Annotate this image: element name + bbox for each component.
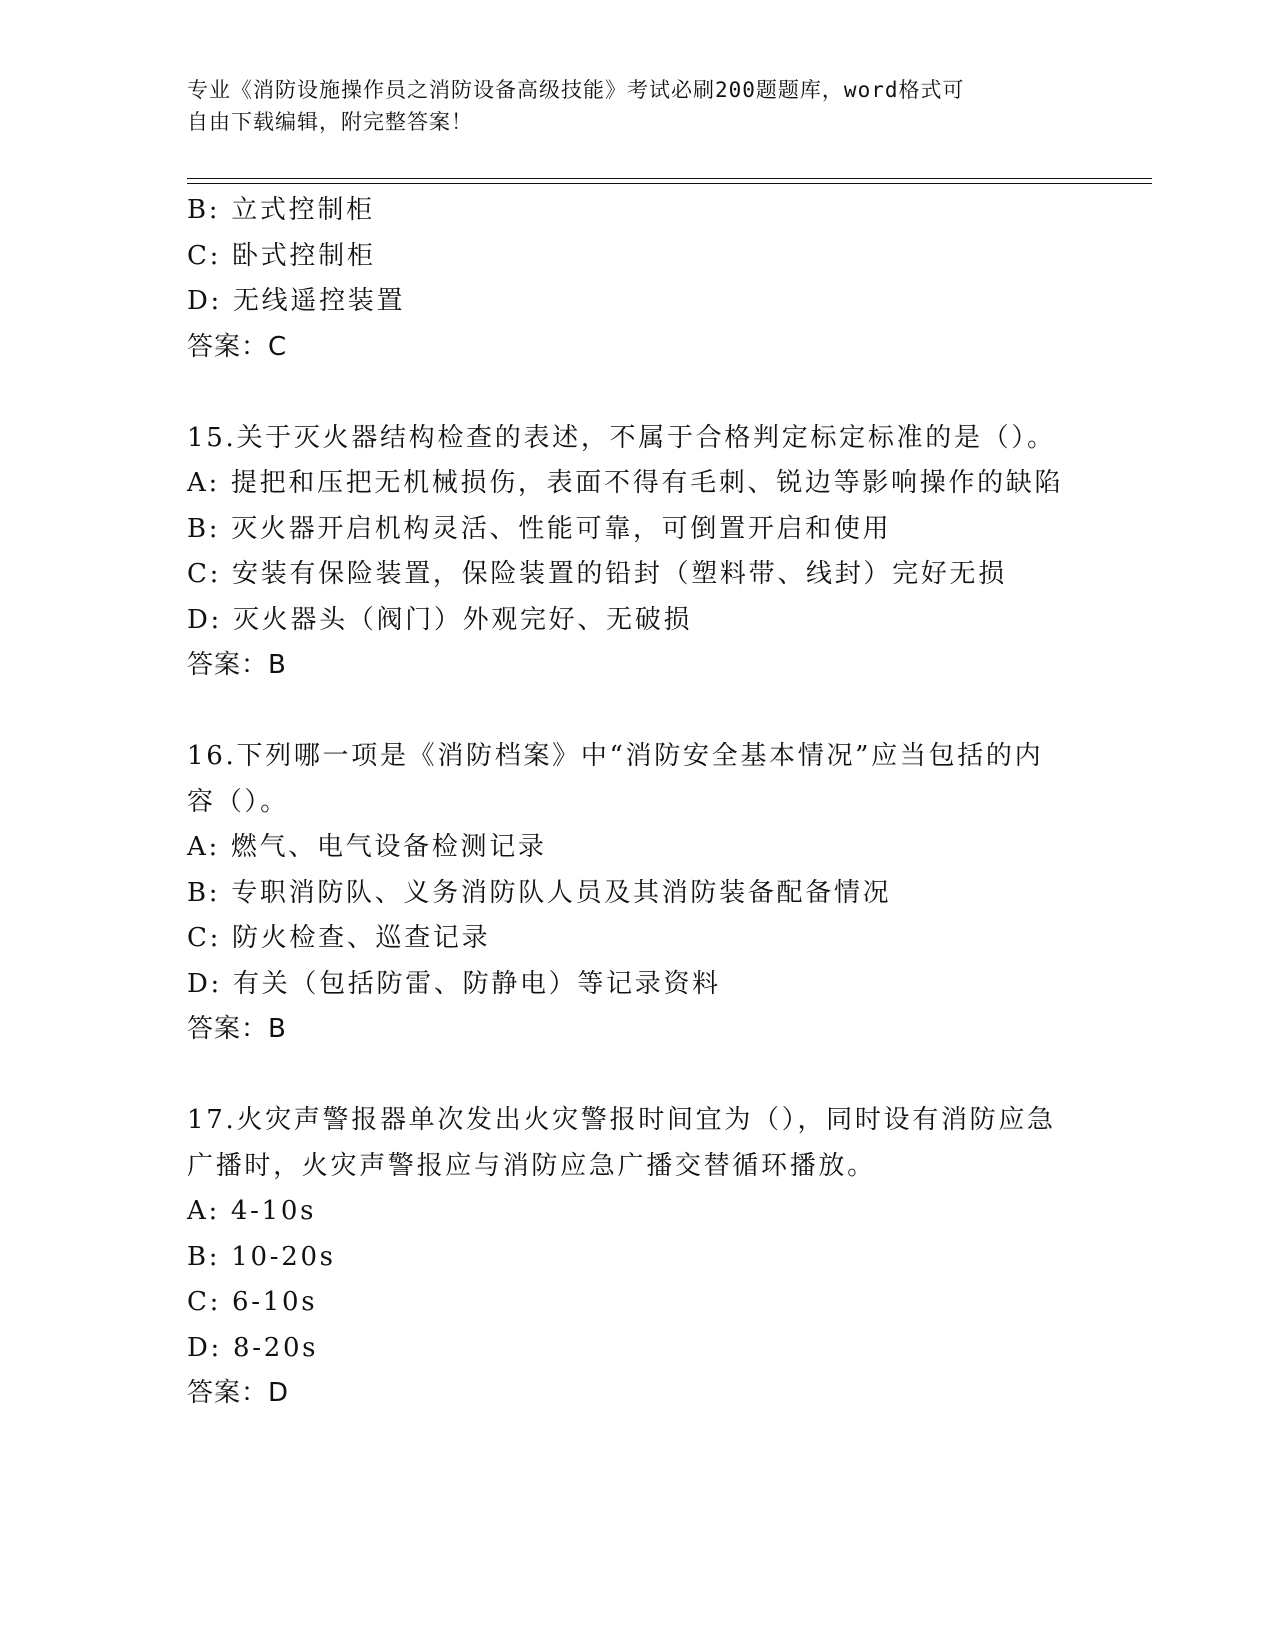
document-header <box>187 74 1067 138</box>
question-stem: 容（）。 <box>187 786 289 817</box>
question-list <box>187 188 1147 1417</box>
option-text: B: 专职消防队、义务消防队人员及其消防装备配备情况 <box>187 877 892 908</box>
option-text: D: 有关（包括防雷、防静电）等记录资料 <box>187 968 721 999</box>
option-text: B: 立式控制柜 <box>187 195 375 225</box>
question-stem: 广播时，火灾声警报应与消防应急广播交替循环播放。 <box>187 1150 876 1181</box>
answer-text: 答案：B <box>187 650 287 680</box>
option-text: D: 灭火器头（阀门）外观完好、无破损 <box>187 604 693 635</box>
option-text: D: 无线遥控装置 <box>187 286 406 316</box>
option-text: C: 安装有保险装置，保险装置的铅封（塑料带、线封）完好无损 <box>187 559 1007 589</box>
option-text: A: 提把和压把无机械损伤，表面不得有毛刺、锐边等影响操作的缺陷 <box>187 468 1064 498</box>
option-text: C: 卧式控制柜 <box>187 240 376 271</box>
question-block <box>187 416 1147 689</box>
question-stem: 17.火灾声警报器单次发出火灾警报时间宜为（），同时设有消防应急 <box>187 1105 1056 1135</box>
header-line-2: 自由下载编辑，附完整答案！ <box>187 110 473 134</box>
question-block <box>187 1098 1147 1417</box>
option-text: B: 10-20s <box>187 1241 336 1272</box>
question-stem: 15.关于灭火器结构检查的表述，不属于合格判定标定标准的是（）。 <box>187 422 1056 453</box>
question-block <box>187 734 1147 1053</box>
header-line-1: 专业《消防设施操作员之消防设备高级技能》考试必刷200题题库，word格式可 <box>187 78 965 102</box>
option-text: A: 4-10s <box>187 1196 317 1226</box>
question-stem: 16.下列哪一项是《消防档案》中“消防安全基本情况”应当包括的内 <box>187 741 1044 771</box>
answer-text: 答案：D <box>187 1378 290 1408</box>
option-text: A: 燃气、电气设备检测记录 <box>187 832 547 862</box>
option-text: C: 防火检查、巡查记录 <box>187 923 491 953</box>
header-divider-top <box>187 178 1152 179</box>
header-divider-bottom <box>187 183 1152 184</box>
option-text: B: 灭火器开启机构灵活、性能可靠，可倒置开启和使用 <box>187 513 892 544</box>
answer-text: 答案：C <box>187 331 288 362</box>
question-block <box>187 188 1147 370</box>
option-text: C: 6-10s <box>187 1287 318 1317</box>
answer-text: 答案：B <box>187 1014 287 1044</box>
option-text: D: 8-20s <box>187 1332 319 1363</box>
